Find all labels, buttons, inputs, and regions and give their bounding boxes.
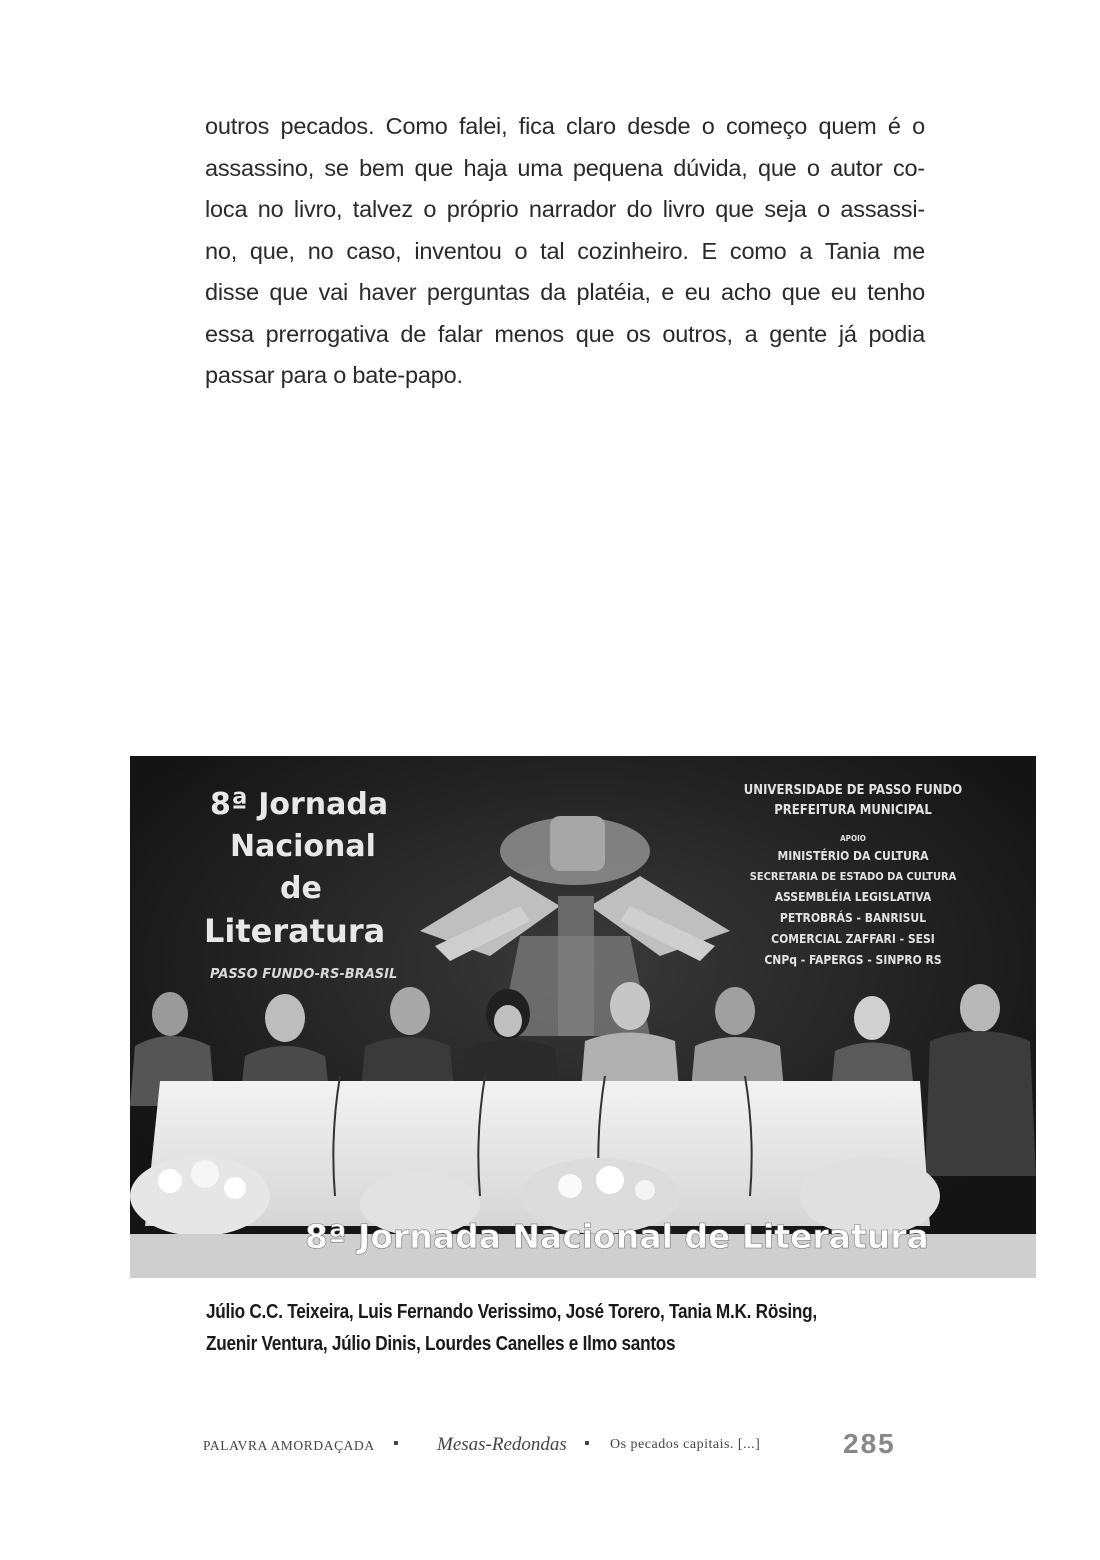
caption-line: Júlio C.C. Teixeira, Luis Fernando Verissimo, José Torero, Tania M.K. Rösing, bbox=[206, 1301, 817, 1323]
table-banner: 8ª Jornada Nacional de Literatura bbox=[305, 1217, 929, 1256]
banner-right-line: CNPq - FAPERGS - SINPRO RS bbox=[764, 953, 942, 967]
banner-right-line: PETROBRÁS - BANRISUL bbox=[779, 911, 927, 925]
event-photo bbox=[130, 756, 1036, 1278]
banner-left-line: 8ª Jornada bbox=[210, 787, 389, 822]
footer-book-title: PALAVRA AMORDAÇADA bbox=[203, 1438, 375, 1453]
banner-right-line: UNIVERSIDADE DE PASSO FUNDO bbox=[743, 783, 963, 798]
banner-left-line: Nacional bbox=[230, 829, 376, 864]
caption-line: Zuenir Ventura, Júlio Dinis, Lourdes Canelles e Ilmo santos bbox=[206, 1333, 676, 1355]
paragraph-line: outros pecados. Como falei, fica claro desde o começo quem é o bbox=[205, 113, 925, 139]
banner-left-sub: PASSO FUNDO-RS-BRASIL bbox=[210, 967, 398, 982]
paragraph-line: assassino, se bem que haja uma pequena dúvida, que o autor co- bbox=[205, 154, 925, 181]
page-footer bbox=[203, 1428, 923, 1462]
banner-left-line: de bbox=[280, 871, 322, 906]
body-paragraph bbox=[205, 106, 925, 397]
banner-right-line: APOIO bbox=[840, 834, 866, 843]
footer-chapter: Os pecados capitais. [...] bbox=[610, 1437, 761, 1452]
paragraph-line: passar para o bate-papo. bbox=[205, 362, 463, 388]
banner-right-line: SECRETARIA DE ESTADO DA CULTURA bbox=[749, 870, 957, 883]
page-number: 285 bbox=[843, 1428, 896, 1459]
footer-separator: ▪ bbox=[393, 1435, 399, 1452]
paragraph-line: essa prerrogativa de falar menos que os outros, a gente já podia bbox=[205, 320, 925, 347]
banner-right-line: MINISTÉRIO DA CULTURA bbox=[777, 849, 929, 863]
banner-left-line: Literatura bbox=[204, 912, 386, 950]
photo-caption bbox=[206, 1296, 860, 1360]
footer-separator: ▪ bbox=[584, 1435, 590, 1452]
footer-section: Mesas-Redondas bbox=[437, 1434, 567, 1455]
banner-right-line: ASSEMBLÉIA LEGISLATIVA bbox=[774, 890, 932, 904]
paragraph-line: disse que vai haver perguntas da platéia, e eu acho que eu tenho bbox=[205, 279, 925, 305]
paragraph-line: loca no livro, talvez o próprio narrador do livro que seja o assassi- bbox=[205, 196, 925, 222]
paragraph-line: no, que, no caso, inventou o tal cozinheiro. E como a Tania me bbox=[205, 237, 925, 264]
banner-right-line: COMERCIAL ZAFFARI - SESI bbox=[771, 932, 935, 946]
banner-right-line: PREFEITURA MUNICIPAL bbox=[774, 803, 932, 818]
